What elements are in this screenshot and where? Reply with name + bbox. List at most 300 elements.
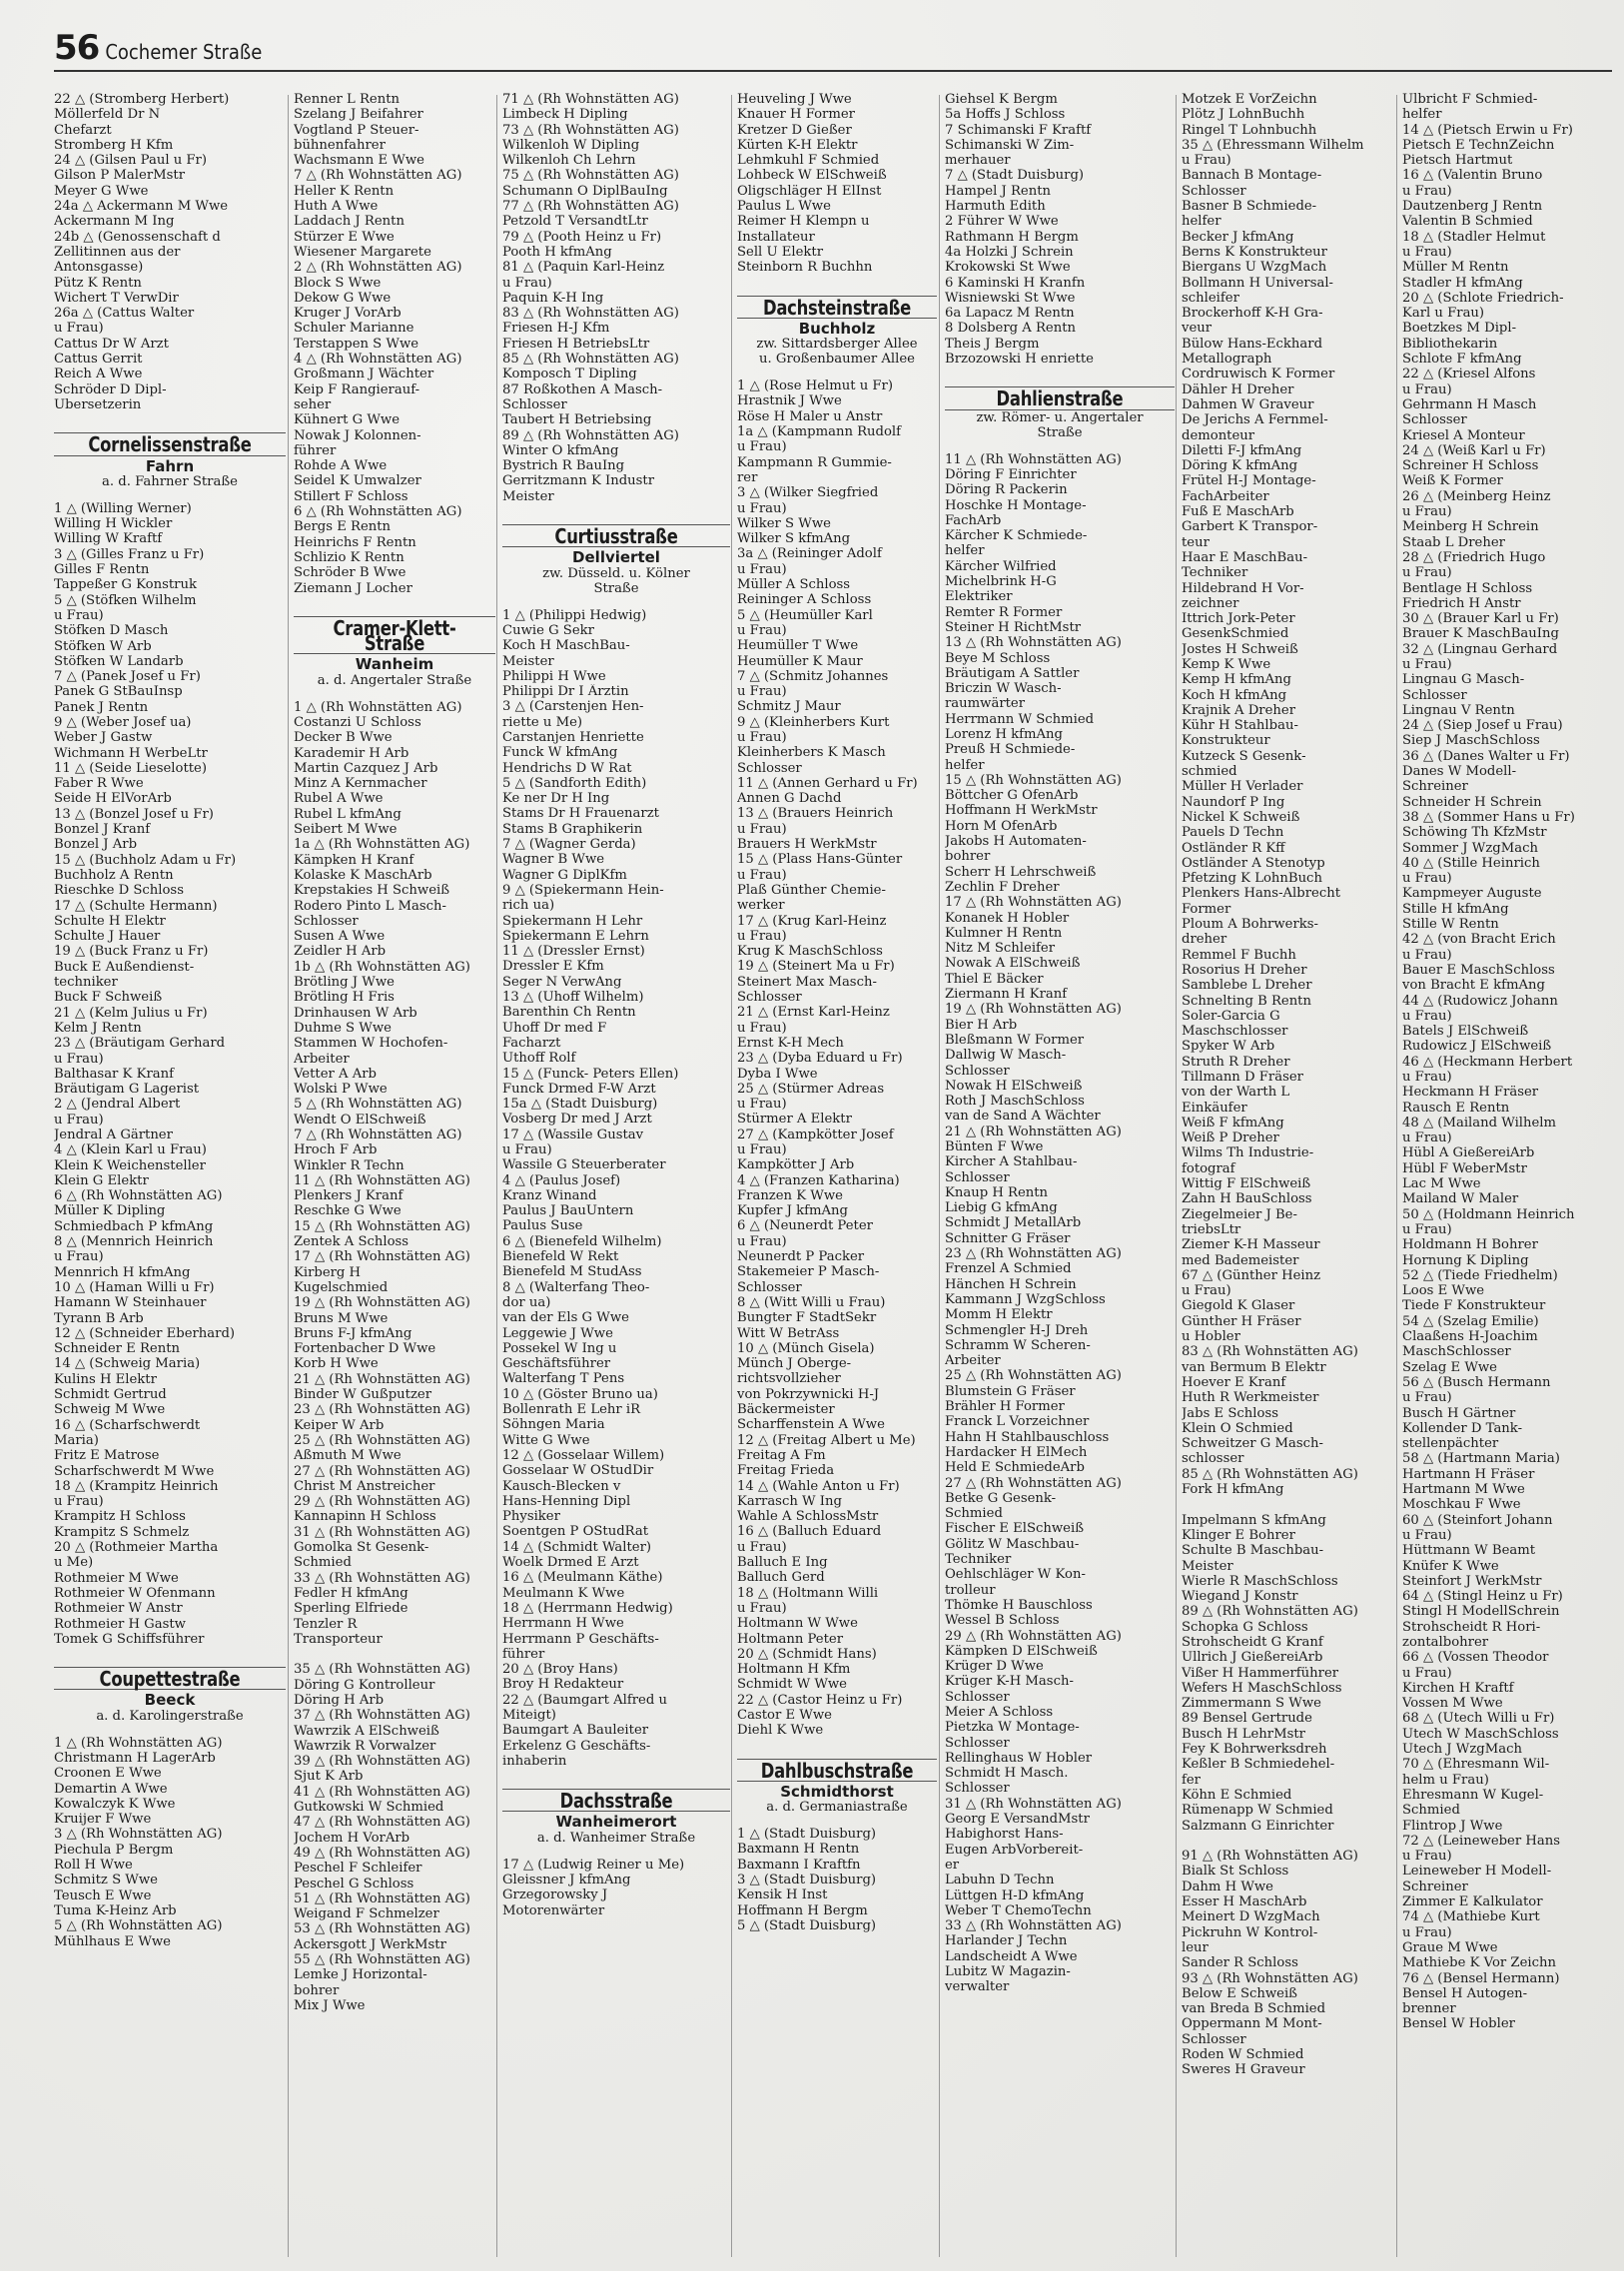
street-name: Coupettestraße bbox=[99, 1667, 241, 1692]
directory-entry: Döring R Packerin bbox=[945, 482, 1068, 498]
directory-entry: Wefers H MaschSchloss bbox=[1182, 1680, 1342, 1696]
directory-entry: Berns K Konstrukteur bbox=[1182, 244, 1327, 260]
directory-entry: Böttcher G OfenArb bbox=[945, 788, 1079, 804]
directory-entry: Limbeck H Dipling bbox=[502, 107, 628, 123]
directory-entry: Bruns F-J kfmAng bbox=[294, 1325, 412, 1341]
directory-entry: Philippi Dr I Ärztin bbox=[502, 684, 629, 700]
directory-entry: Binder W Gußputzer bbox=[294, 1387, 432, 1403]
directory-entry: 8 △ (Witt Willi u Frau) bbox=[737, 1294, 886, 1310]
directory-entry: Leineweber H Modell- bbox=[1402, 1864, 1552, 1880]
directory-entry: Schmidt J MetallArb bbox=[945, 1215, 1082, 1231]
directory-entry: Drinhausen W Arb bbox=[294, 1005, 417, 1021]
directory-entry: Wendt O ElSchweiß bbox=[294, 1112, 426, 1128]
directory-entry: Brötling H Fris bbox=[294, 990, 395, 1006]
street-heading bbox=[945, 386, 1175, 409]
directory-entry: Holdmann H Bohrer bbox=[1402, 1237, 1538, 1253]
directory-entry: van der Els G Wwe bbox=[502, 1310, 629, 1326]
directory-entry: Plenkers Hans-Albrecht bbox=[1182, 886, 1340, 902]
directory-entry: Kärcher K Schmiede- bbox=[945, 528, 1088, 544]
directory-entry: Hoffmann H WerkMstr bbox=[945, 803, 1098, 819]
directory-entry: 10 △ (Münch Gisela) bbox=[737, 1340, 875, 1356]
directory-entry: Huth A Wwe bbox=[294, 199, 379, 215]
directory-entry: u Frau) bbox=[1182, 1283, 1231, 1299]
directory-entry: 13 △ (Uhoff Wilhelm) bbox=[502, 990, 644, 1006]
directory-entry: Knauer H Former bbox=[737, 107, 855, 123]
directory-entry: Costanzi U Schloss bbox=[294, 714, 421, 730]
directory-entry: Christmann H LagerArb bbox=[54, 1750, 216, 1766]
header-rule bbox=[54, 70, 1612, 72]
directory-entry: Bentlage H Schloss bbox=[1402, 580, 1533, 596]
directory-entry: Ittrich Jork-Peter bbox=[1182, 611, 1295, 627]
directory-entry: Brötling J Wwe bbox=[294, 975, 395, 991]
section-gap bbox=[945, 440, 1175, 452]
directory-entry: Frütel H-J Montage- bbox=[1182, 473, 1316, 489]
directory-entry: 38 △ (Sommer Hans u Fr) bbox=[1402, 809, 1575, 825]
directory-entry: Heumüller K Maur bbox=[737, 653, 863, 669]
directory-entry: Remmel F Buchh bbox=[1182, 947, 1296, 963]
directory-entry: Fortenbacher D Wwe bbox=[294, 1341, 436, 1357]
directory-entry: Buck F Schweiß bbox=[54, 990, 163, 1006]
directory-entry: Kannapinn H Schloss bbox=[294, 1509, 436, 1525]
directory-entry: Ullrich J GießereiArb bbox=[1182, 1650, 1323, 1666]
directory-entry: Rothmeier H Gastw bbox=[54, 1616, 186, 1632]
directory-entry: Möllerfeld Dr N bbox=[54, 107, 161, 123]
directory-entry: richtsvollzieher bbox=[737, 1371, 841, 1387]
directory-entry: Pickruhn W Kontrol- bbox=[1182, 1924, 1318, 1940]
directory-entry: Bonzel J Arb bbox=[54, 837, 138, 853]
directory-entry: u Frau) bbox=[737, 867, 787, 883]
directory-entry: Günther H Fräser bbox=[1182, 1313, 1301, 1329]
directory-entry: Dyba I Wwe bbox=[737, 1066, 818, 1082]
directory-entry: Scharfschwerdt M Wwe bbox=[54, 1463, 215, 1479]
directory-entry: Oehlschläger W Kon- bbox=[945, 1567, 1086, 1583]
directory-entry: Kensik H Inst bbox=[737, 1888, 828, 1903]
directory-entry: dreher bbox=[1182, 932, 1227, 948]
directory-entry: Gosselaar W OStudDir bbox=[502, 1463, 654, 1479]
directory-entry: Roll H Wwe bbox=[54, 1858, 133, 1874]
directory-entry: Schmidt Gertrud bbox=[54, 1387, 167, 1403]
directory-entry: leur bbox=[1182, 1939, 1209, 1955]
directory-entry: 19 △ (Rh Wohnstätten AG) bbox=[294, 1295, 470, 1311]
district-name: Dellviertel bbox=[572, 548, 660, 567]
directory-entry: Keiper W Arb bbox=[294, 1417, 385, 1433]
running-title: Cochemer Straße bbox=[105, 40, 263, 64]
directory-entry: Stürzer E Wwe bbox=[294, 229, 395, 245]
directory-entry: Karrasch W Ing bbox=[737, 1493, 842, 1509]
directory-entry: Uthoff Rolf bbox=[502, 1051, 576, 1067]
directory-entry: Antonsgasse) bbox=[54, 260, 144, 276]
directory-entry: 4 △ (Rh Wohnstätten AG) bbox=[294, 352, 462, 368]
directory-entry: Below E Schweiß bbox=[1182, 1985, 1297, 2001]
directory-entry: Funck Drmed F-W Arzt bbox=[502, 1081, 656, 1097]
directory-entry: Paulus L Wwe bbox=[737, 199, 831, 215]
directory-entry: Hamann W Steinhauer bbox=[54, 1295, 207, 1311]
directory-entry: merhauer bbox=[945, 153, 1011, 169]
directory-entry: Arbeiter bbox=[945, 1353, 1001, 1369]
directory-entry: Kelm J Rentn bbox=[54, 1020, 142, 1036]
directory-entry: u Frau) bbox=[737, 622, 787, 638]
directory-entry: Schlosser bbox=[294, 913, 359, 929]
directory-entry: Keßler B Schmiedehel- bbox=[1182, 1757, 1335, 1773]
directory-entry: Spiekermann H Lehr bbox=[502, 913, 643, 929]
directory-entry: Elektriker bbox=[945, 589, 1013, 605]
directory-entry: u Frau) bbox=[737, 1233, 787, 1249]
directory-entry: 75 △ (Rh Wohnstätten AG) bbox=[502, 168, 679, 184]
directory-entry: Bruns M Wwe bbox=[294, 1310, 389, 1326]
directory-entry: u Frau) bbox=[737, 1600, 787, 1616]
directory-entry: Hartmann M Wwe bbox=[1402, 1482, 1525, 1498]
directory-entry: Bienefeld M StudAss bbox=[502, 1264, 642, 1280]
directory-entry: Batels J ElSchweiß bbox=[1402, 1024, 1529, 1040]
directory-entry: Schnitter G Fräser bbox=[945, 1230, 1071, 1246]
directory-entry: Vißer H Hammerführer bbox=[1182, 1665, 1339, 1681]
directory-entry: 47 △ (Rh Wohnstätten AG) bbox=[294, 1815, 470, 1831]
directory-entry: Kirchen H Kraftf bbox=[1402, 1680, 1514, 1696]
street-name: Dachsstraße bbox=[559, 1789, 673, 1814]
directory-entry: führer bbox=[294, 442, 337, 458]
directory-entry: Basner B Schmiede- bbox=[1182, 199, 1317, 215]
directory-entry: Lingnau V Rentn bbox=[1402, 702, 1515, 718]
directory-entry: 1a △ (Kampmann Rudolf bbox=[737, 424, 902, 440]
directory-entry: 4a Holzki J Schrein bbox=[945, 244, 1074, 260]
directory-entry: Krepstakies H Schweiß bbox=[294, 883, 450, 899]
directory-column bbox=[502, 92, 730, 2259]
directory-entry: 3 △ (Gilles Franz u Fr) bbox=[54, 546, 205, 562]
directory-entry: 58 △ (Hartmann Maria) bbox=[1402, 1451, 1560, 1467]
directory-entry: Bäckermeister bbox=[737, 1402, 835, 1418]
directory-entry: Schröder D Dipl- bbox=[54, 381, 167, 397]
directory-entry: Konanek H Hobler bbox=[945, 910, 1070, 926]
street-heading bbox=[54, 1667, 286, 1690]
directory-entry: Schlosser bbox=[945, 1063, 1010, 1079]
directory-entry: Habighorst Hans- bbox=[945, 1827, 1064, 1843]
directory-entry: Ziermann H Kranf bbox=[945, 987, 1068, 1003]
directory-entry: 5 △ (Stadt Duisburg) bbox=[737, 1917, 877, 1933]
directory-entry: u Frau) bbox=[502, 1142, 552, 1157]
directory-entry: 7 △ (Schmitz Johannes bbox=[737, 668, 889, 684]
directory-entry: Oligschläger H ElInst bbox=[737, 183, 882, 199]
directory-entry: Neunerdt P Packer bbox=[737, 1249, 865, 1265]
directory-entry: Schneider H Schrein bbox=[1402, 794, 1542, 810]
directory-entry: veur bbox=[1182, 321, 1213, 337]
directory-entry: u Frau) bbox=[737, 684, 787, 700]
street-location: a. d. Wanheimer Straße bbox=[536, 1830, 696, 1846]
directory-entry: Fedler H kfmAng bbox=[294, 1585, 408, 1601]
directory-entry: u Frau) bbox=[1402, 947, 1452, 963]
directory-entry: Stillert F Schloss bbox=[294, 488, 408, 504]
directory-entry: Possekel W Ing u bbox=[502, 1340, 617, 1356]
directory-entry: Schlosser bbox=[502, 396, 567, 412]
directory-entry: Staab L Dreher bbox=[1402, 534, 1505, 550]
directory-entry: u Me) bbox=[54, 1555, 94, 1571]
directory-entry: Giegold K Glaser bbox=[1182, 1298, 1295, 1314]
directory-entry: Georg E VersandMstr bbox=[945, 1812, 1090, 1828]
directory-entry: Bauer E MaschSchloss bbox=[1402, 962, 1555, 978]
directory-entry: 31 △ (Rh Wohnstätten AG) bbox=[294, 1524, 470, 1540]
directory-entry: Rothmeier W Anstr bbox=[54, 1601, 183, 1617]
directory-entry: Freitag A Fm bbox=[737, 1447, 826, 1463]
directory-entry: Wessel B Schloss bbox=[945, 1613, 1060, 1629]
directory-entry: riette u Me) bbox=[502, 714, 583, 730]
directory-entry: Hahn H Stahlbauschloss bbox=[945, 1429, 1110, 1445]
directory-entry: Friedrich H Anstr bbox=[1402, 595, 1521, 611]
directory-entry: Bonzel J Kranf bbox=[54, 822, 151, 838]
directory-entry: Balluch E Ing bbox=[737, 1555, 828, 1571]
directory-entry: Bier H Arb bbox=[945, 1017, 1018, 1033]
directory-entry: Krajnik A Dreher bbox=[1182, 702, 1295, 718]
directory-entry: Fischer E ElSchweiß bbox=[945, 1521, 1085, 1537]
directory-entry: Bräutigam A Sattler bbox=[945, 665, 1080, 681]
directory-entry: Karademir H Arb bbox=[294, 745, 409, 761]
directory-entry: Hans-Henning Dipl bbox=[502, 1493, 631, 1509]
directory-entry: 71 △ (Rh Wohnstätten AG) bbox=[502, 92, 679, 107]
directory-entry: u Frau) bbox=[737, 1142, 787, 1157]
directory-entry: Fey K Bohrwerksdreh bbox=[1182, 1742, 1327, 1758]
directory-entry: Peschel G Schloss bbox=[294, 1876, 414, 1892]
directory-entry: u Frau) bbox=[1402, 504, 1452, 520]
directory-entry: FachArb bbox=[945, 512, 1002, 528]
directory-entry: Kowalczyk K Wwe bbox=[54, 1796, 176, 1812]
directory-entry: u Frau) bbox=[1402, 1131, 1452, 1146]
street-name: Dahlbuschstraße bbox=[760, 1758, 914, 1783]
directory-entry: triebsLtr bbox=[1182, 1221, 1241, 1237]
directory-entry: Wilkenloh Ch Lehrn bbox=[502, 153, 636, 169]
column-divider bbox=[1176, 95, 1177, 2257]
directory-entry: Herrmann H Wwe bbox=[502, 1616, 624, 1632]
directory-entry: 85 △ (Rh Wohnstätten AG) bbox=[1182, 1466, 1358, 1482]
directory-entry: 10 △ (Göster Bruno ua) bbox=[502, 1386, 658, 1402]
directory-entry: 1 △ (Rose Helmut u Fr) bbox=[737, 378, 893, 394]
directory-entry: Übersetzerin bbox=[54, 396, 142, 412]
directory-entry: Winkler R Techn bbox=[294, 1157, 405, 1173]
directory-entry: 39 △ (Rh Wohnstätten AG) bbox=[294, 1754, 470, 1770]
directory-entry: 15 △ (Rh Wohnstätten AG) bbox=[945, 772, 1122, 788]
street-heading bbox=[502, 1789, 730, 1812]
directory-entry: Siep J MaschSchloss bbox=[1402, 733, 1540, 749]
directory-entry: Jochem H VorArb bbox=[294, 1830, 410, 1846]
directory-entry: 31 △ (Rh Wohnstätten AG) bbox=[945, 1796, 1122, 1812]
directory-entry: u Frau) bbox=[737, 439, 787, 455]
directory-entry: 64 △ (Stingl Heinz u Fr) bbox=[1402, 1589, 1563, 1605]
directory-entry: 68 △ (Utech Willi u Fr) bbox=[1402, 1711, 1555, 1727]
directory-entry: Nickel K Schweiß bbox=[1182, 809, 1300, 825]
directory-entry: Rosorius H Dreher bbox=[1182, 962, 1307, 978]
directory-entry: Wawrzik R Vorwalzer bbox=[294, 1738, 436, 1754]
directory-entry: Utech J WzgMach bbox=[1402, 1742, 1522, 1758]
district-name: Wanheim bbox=[355, 655, 434, 674]
directory-entry: Panek J Rentn bbox=[54, 699, 149, 715]
directory-entry: Paquin K-H Ing bbox=[502, 290, 604, 306]
directory-entry: 11 △ (Rh Wohnstätten AG) bbox=[945, 451, 1122, 467]
page-number: 56 bbox=[54, 28, 100, 68]
directory-entry: Sommer J WzgMach bbox=[1402, 840, 1538, 856]
directory-entry: Flintrop J Wwe bbox=[1402, 1818, 1503, 1834]
directory-entry: Lubitz W Magazin- bbox=[945, 1964, 1071, 1980]
directory-entry: Uhoff Dr med F bbox=[502, 1020, 607, 1036]
directory-entry: Rudowicz J ElSchweiß bbox=[1402, 1039, 1552, 1055]
directory-entry: Rieschke D Schloss bbox=[54, 883, 184, 899]
directory-entry: 40 △ (Stille Heinrich bbox=[1402, 855, 1540, 871]
directory-entry: 27 △ (Rh Wohnstätten AG) bbox=[294, 1463, 470, 1479]
directory-entry: Kruijer F Wwe bbox=[54, 1812, 152, 1828]
directory-entry: Chefarzt bbox=[54, 122, 112, 138]
directory-entry: Nowak J Kolonnen- bbox=[294, 427, 421, 443]
directory-entry: Baxmann I Kraftfn bbox=[737, 1857, 861, 1873]
directory-entry: Schlosser bbox=[945, 1781, 1010, 1797]
directory-entry: 8 △ (Walterfang Theo- bbox=[502, 1279, 650, 1295]
directory-entry: Schmied bbox=[1402, 1803, 1460, 1819]
directory-entry: Klinger E Bohrer bbox=[1182, 1527, 1295, 1543]
directory-entry: 7 △ (Rh Wohnstätten AG) bbox=[294, 1128, 462, 1142]
directory-entry: Faber R Wwe bbox=[54, 776, 144, 792]
directory-entry: Motorenwärter bbox=[502, 1902, 605, 1918]
directory-entry: 6 △ (Bienefeld Wilhelm) bbox=[502, 1233, 662, 1249]
directory-entry: Stingl H ModellSchrein bbox=[1402, 1604, 1560, 1620]
directory-entry: Kolaske K MaschArb bbox=[294, 867, 432, 883]
directory-entry: 25 △ (Rh Wohnstätten AG) bbox=[945, 1368, 1122, 1384]
directory-entry: FachArbeiter bbox=[1182, 488, 1269, 504]
directory-entry: Rellinghaus W Hobler bbox=[945, 1750, 1093, 1766]
directory-entry: Schmied bbox=[294, 1555, 352, 1571]
directory-entry: Schopka G Schloss bbox=[1182, 1619, 1308, 1635]
directory-entry: Rubel L kfmAng bbox=[294, 806, 402, 822]
directory-entry: Hübl F WeberMstr bbox=[1402, 1160, 1527, 1176]
directory-entry: Maschschlosser bbox=[1182, 1024, 1288, 1040]
directory-entry: Gölitz W Maschbau- bbox=[945, 1536, 1080, 1552]
directory-entry: Knaup H Rentn bbox=[945, 1184, 1049, 1200]
directory-entry: 9 △ (Kleinherbers Kurt bbox=[737, 714, 890, 730]
directory-entry: Kircher A Stahlbau- bbox=[945, 1154, 1078, 1170]
directory-entry: u Frau) bbox=[737, 561, 787, 577]
directory-entry: Christ M Anstreicher bbox=[294, 1478, 435, 1494]
directory-entry: Knüfer K Wwe bbox=[1402, 1558, 1499, 1574]
directory-entry: Schramm W Scheren- bbox=[945, 1337, 1091, 1353]
directory-entry: Winter O kfmAng bbox=[502, 442, 619, 458]
directory-entry: 24a △ Ackermann M Wwe bbox=[54, 199, 229, 215]
directory-entry: Balthasar K Kranf bbox=[54, 1066, 174, 1082]
directory-entry: 22 △ (Kriesel Alfons bbox=[1402, 367, 1536, 382]
directory-entry: Krampitz H Schloss bbox=[54, 1509, 186, 1525]
directory-entry: 11 △ (Annen Gerhard u Fr) bbox=[737, 775, 918, 791]
directory-entry: Pietzka W Montage- bbox=[945, 1720, 1080, 1736]
directory-entry: Fuß E MaschArb bbox=[1182, 504, 1294, 520]
directory-entry: Jabs E Schloss bbox=[1182, 1405, 1278, 1421]
directory-entry: Schlizio K Rentn bbox=[294, 549, 405, 565]
directory-entry: schleifer bbox=[1182, 290, 1239, 306]
directory-entry: 8 Dolsberg A Rentn bbox=[945, 321, 1076, 337]
directory-entry: Spyker W Arb bbox=[1182, 1039, 1275, 1055]
directory-entry: u Frau) bbox=[1402, 1008, 1452, 1024]
directory-entry: 20 △ (Schlote Friedrich- bbox=[1402, 290, 1564, 306]
directory-entry: Woelk Drmed E Arzt bbox=[502, 1555, 639, 1571]
directory-entry: 24 △ (Siep Josef u Frau) bbox=[1402, 718, 1563, 734]
directory-entry: 83 △ (Rh Wohnstätten AG) bbox=[502, 306, 679, 322]
directory-entry: Bräutigam G Lagerist bbox=[54, 1082, 200, 1098]
directory-entry: u Frau) bbox=[1402, 1070, 1452, 1085]
directory-entry: Leggewie J Wwe bbox=[502, 1325, 613, 1341]
directory-entry: Gilson P MalerMstr bbox=[54, 168, 185, 184]
directory-entry: Danes W Modell- bbox=[1402, 764, 1517, 780]
directory-entry: Motzek E VorZeichn bbox=[1182, 92, 1317, 107]
directory-entry: 5 △ (Rh Wohnstätten AG) bbox=[294, 1097, 462, 1113]
directory-entry: Lemke J Horizontal- bbox=[294, 1967, 427, 1983]
directory-entry: 6 △ (Neunerdt Peter bbox=[737, 1218, 873, 1234]
directory-entry: Gilles F Rentn bbox=[54, 562, 150, 578]
directory-entry: med Bademeister bbox=[1182, 1252, 1299, 1268]
directory-entry: Brzozowski H enriette bbox=[945, 352, 1094, 368]
directory-entry: Utech W MaschSchloss bbox=[1402, 1726, 1559, 1742]
street-heading bbox=[502, 524, 730, 547]
directory-entry: u Frau) bbox=[1402, 1221, 1452, 1237]
directory-entry: 17 △ (Krug Karl-Heinz bbox=[737, 913, 887, 929]
directory-entry: Hoffmann H Bergm bbox=[737, 1902, 868, 1918]
directory-entry: 9 △ (Weber Josef ua) bbox=[54, 714, 192, 730]
directory-entry: 24b △ (Genossenschaft d bbox=[54, 229, 221, 245]
directory-entry: 16 △ (Valentin Bruno bbox=[1402, 168, 1543, 184]
directory-entry: Taubert H Betriebsing bbox=[502, 412, 652, 428]
directory-entry: 13 △ (Bonzel Josef u Fr) bbox=[54, 806, 214, 822]
directory-entry: Scherr H Lehrschweiß bbox=[945, 864, 1097, 880]
directory-entry: schlosser bbox=[1182, 1451, 1244, 1467]
directory-entry: u Frau) bbox=[737, 1097, 787, 1113]
directory-entry: Brähler H Former bbox=[945, 1399, 1065, 1415]
directory-entry: 18 △ (Stadler Helmut bbox=[1402, 229, 1546, 245]
directory-entry: Friesen H BetriebsLtr bbox=[502, 336, 650, 352]
directory-entry: Steinert Max Masch- bbox=[737, 974, 877, 990]
directory-entry: 16 △ (Scharfschwerdt bbox=[54, 1417, 201, 1433]
directory-entry: van Breda B Schmied bbox=[1182, 2001, 1326, 2017]
directory-entry: Kämpken H Kranf bbox=[294, 852, 414, 868]
directory-entry: u Frau) bbox=[737, 729, 787, 745]
directory-entry: 27 △ (Rh Wohnstätten AG) bbox=[945, 1475, 1122, 1491]
directory-entry: Biergans U WzgMach bbox=[1182, 260, 1327, 276]
directory-entry: 11 △ (Dressler Ernst) bbox=[502, 944, 645, 960]
directory-entry: van de Sand A Wächter bbox=[945, 1109, 1101, 1125]
directory-entry: 2 Führer W Wwe bbox=[945, 214, 1059, 230]
directory-entry: Krüger K-H Masch- bbox=[945, 1674, 1074, 1690]
directory-entry: führer bbox=[502, 1646, 545, 1662]
directory-entry: Witte G Wwe bbox=[502, 1432, 590, 1448]
street-location: a. d. Germaniastraße bbox=[766, 1800, 908, 1816]
directory-entry: Martin Cazquez J Arb bbox=[294, 760, 438, 776]
directory-entry: Hartmann H Fräser bbox=[1402, 1466, 1535, 1482]
directory-entry: Lorenz H kfmAng bbox=[945, 726, 1063, 742]
directory-entry: 93 △ (Rh Wohnstätten AG) bbox=[1182, 1970, 1358, 1986]
directory-entry: Cattus Dr W Arzt bbox=[54, 336, 169, 352]
section-gap bbox=[54, 489, 286, 501]
directory-entry: Kranz Winand bbox=[502, 1187, 597, 1203]
directory-entry: Kirberg H bbox=[294, 1264, 362, 1280]
directory-entry: Mix J Wwe bbox=[294, 1997, 366, 2013]
directory-entry: Heuveling J Wwe bbox=[737, 92, 852, 107]
directory-entry: Cattus Gerrit bbox=[54, 352, 143, 368]
directory-entry: u Frau) bbox=[1402, 244, 1452, 260]
directory-entry: Meinberg H Schrein bbox=[1402, 519, 1539, 535]
directory-entry: Witt W BetrAss bbox=[737, 1325, 840, 1341]
directory-entry: 11 △ (Seide Lieselotte) bbox=[54, 760, 208, 776]
directory-entry: Tiede F Konstrukteur bbox=[1402, 1298, 1546, 1314]
directory-entry: 15 △ (Buchholz Adam u Fr) bbox=[54, 852, 237, 868]
directory-entry: 50 △ (Holdmann Heinrich bbox=[1402, 1206, 1575, 1222]
directory-entry: Pütz K Rentn bbox=[54, 275, 142, 291]
directory-entry: Schneider E Rentn bbox=[54, 1341, 181, 1357]
directory-entry: Steinfort J WerkMstr bbox=[1402, 1573, 1542, 1589]
directory-entry: Reschke G Wwe bbox=[294, 1203, 402, 1219]
directory-column bbox=[737, 92, 937, 2259]
directory-entry: Rothmeier W Ofenmann bbox=[54, 1585, 216, 1601]
directory-entry: Meinert D WzgMach bbox=[1182, 1909, 1320, 1925]
directory-entry: De Jerichs A Fernmel- bbox=[1182, 412, 1328, 428]
